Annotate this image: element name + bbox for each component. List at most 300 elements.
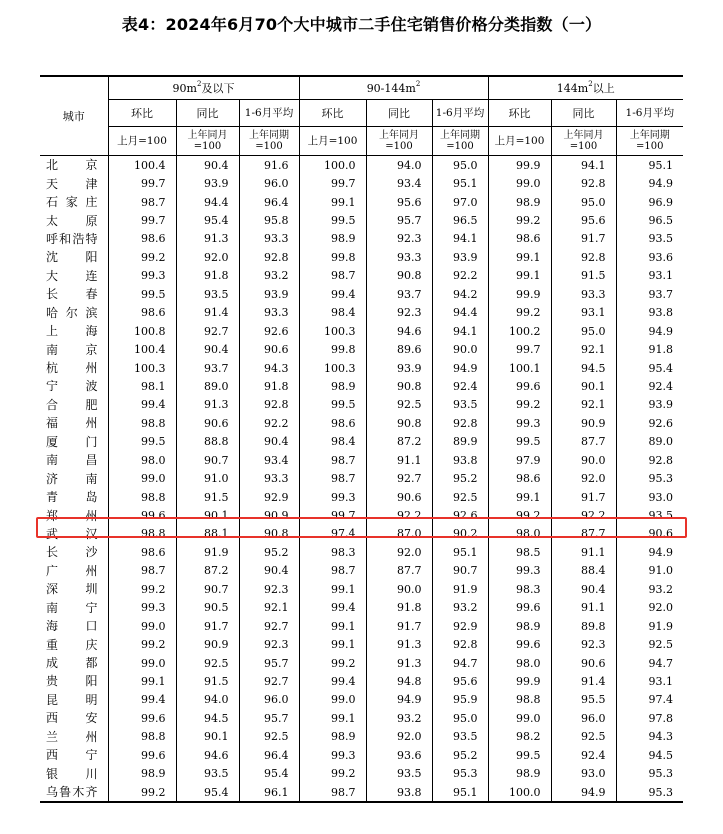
table-row bbox=[40, 488, 683, 506]
value-cell: 92.2 bbox=[366, 506, 432, 524]
value-cell: 95.6 bbox=[366, 193, 432, 211]
value-cell: 95.9 bbox=[432, 691, 488, 709]
value-cell: 94.9 bbox=[616, 322, 683, 340]
table-row bbox=[40, 248, 683, 266]
value-cell: 99.4 bbox=[299, 672, 366, 690]
value-cell: 93.7 bbox=[616, 285, 683, 303]
value-cell: 90.2 bbox=[432, 525, 488, 543]
value-cell: 92.8 bbox=[432, 414, 488, 432]
value-cell: 99.3 bbox=[108, 599, 176, 617]
value-cell: 92.0 bbox=[551, 469, 616, 487]
value-cell: 91.5 bbox=[176, 672, 239, 690]
value-cell: 99.8 bbox=[299, 248, 366, 266]
value-cell: 93.5 bbox=[432, 728, 488, 746]
value-cell: 99.8 bbox=[299, 340, 366, 358]
value-cell: 99.7 bbox=[488, 340, 551, 358]
value-cell: 92.7 bbox=[239, 672, 299, 690]
base-header-ytd-avg: 上年同期=100 bbox=[239, 127, 299, 156]
value-cell: 95.4 bbox=[616, 359, 683, 377]
value-cell: 98.6 bbox=[488, 230, 551, 248]
value-cell: 91.8 bbox=[366, 599, 432, 617]
value-cell: 97.0 bbox=[432, 193, 488, 211]
value-cell: 93.3 bbox=[239, 230, 299, 248]
value-cell: 99.2 bbox=[488, 506, 551, 524]
value-cell: 90.4 bbox=[239, 562, 299, 580]
value-cell: 99.0 bbox=[299, 691, 366, 709]
value-cell: 91.8 bbox=[616, 340, 683, 358]
value-cell: 93.2 bbox=[616, 580, 683, 598]
value-cell: 99.5 bbox=[108, 433, 176, 451]
value-cell: 94.3 bbox=[239, 359, 299, 377]
value-cell: 90.1 bbox=[551, 377, 616, 395]
value-cell: 94.8 bbox=[366, 672, 432, 690]
city-cell: 哈尔滨 bbox=[46, 305, 98, 320]
value-cell: 95.1 bbox=[432, 783, 488, 802]
value-cell: 99.1 bbox=[108, 672, 176, 690]
value-cell: 98.9 bbox=[488, 764, 551, 782]
value-cell: 90.1 bbox=[176, 506, 239, 524]
city-column-header: 城市 bbox=[40, 76, 108, 156]
price-index-table bbox=[40, 75, 683, 803]
table-row bbox=[40, 359, 683, 377]
value-cell: 99.0 bbox=[488, 174, 551, 192]
value-cell: 90.6 bbox=[176, 414, 239, 432]
value-cell: 91.7 bbox=[551, 230, 616, 248]
value-cell: 100.0 bbox=[299, 156, 366, 175]
value-cell: 90.0 bbox=[366, 580, 432, 598]
sub-header-yoy: 同比 bbox=[366, 100, 432, 127]
city-cell: 北京 bbox=[46, 158, 98, 173]
city-cell: 青岛 bbox=[46, 490, 98, 505]
value-cell: 98.7 bbox=[108, 193, 176, 211]
table-row bbox=[40, 230, 683, 248]
value-cell: 90.4 bbox=[239, 433, 299, 451]
value-cell: 94.3 bbox=[616, 728, 683, 746]
value-cell: 98.9 bbox=[488, 193, 551, 211]
value-cell: 99.6 bbox=[488, 635, 551, 653]
value-cell: 87.2 bbox=[366, 433, 432, 451]
value-cell: 91.6 bbox=[239, 156, 299, 175]
value-cell: 94.9 bbox=[616, 174, 683, 192]
table-row bbox=[40, 193, 683, 211]
table-row bbox=[40, 322, 683, 340]
value-cell: 94.4 bbox=[432, 304, 488, 322]
value-cell: 99.6 bbox=[108, 709, 176, 727]
value-cell: 92.2 bbox=[239, 414, 299, 432]
value-cell: 98.9 bbox=[488, 617, 551, 635]
value-cell: 97.8 bbox=[616, 709, 683, 727]
value-cell: 98.2 bbox=[488, 728, 551, 746]
value-cell: 95.3 bbox=[616, 764, 683, 782]
city-cell: 海口 bbox=[46, 619, 98, 634]
value-cell: 92.3 bbox=[239, 635, 299, 653]
value-cell: 98.6 bbox=[108, 543, 176, 561]
value-cell: 88.8 bbox=[176, 433, 239, 451]
value-cell: 96.5 bbox=[432, 211, 488, 229]
value-cell: 95.5 bbox=[551, 691, 616, 709]
value-cell: 92.2 bbox=[432, 267, 488, 285]
value-cell: 91.3 bbox=[176, 396, 239, 414]
value-cell: 91.7 bbox=[366, 617, 432, 635]
value-cell: 90.6 bbox=[239, 340, 299, 358]
table-title: 表4：2024年6月70个大中城市二手住宅销售价格分类指数（一） bbox=[121, 15, 602, 34]
city-cell: 西安 bbox=[46, 711, 98, 726]
value-cell: 93.5 bbox=[616, 506, 683, 524]
table-row bbox=[40, 746, 683, 764]
value-cell: 95.0 bbox=[432, 709, 488, 727]
value-cell: 99.3 bbox=[299, 746, 366, 764]
value-cell: 96.9 bbox=[616, 193, 683, 211]
value-cell: 91.4 bbox=[551, 672, 616, 690]
value-cell: 92.3 bbox=[239, 580, 299, 598]
base-header-yoy: 上年同月=100 bbox=[176, 127, 239, 156]
value-cell: 90.0 bbox=[551, 451, 616, 469]
sub-header-mom: 环比 bbox=[108, 100, 176, 127]
value-cell: 90.7 bbox=[176, 451, 239, 469]
value-cell: 95.2 bbox=[239, 543, 299, 561]
value-cell: 92.1 bbox=[551, 396, 616, 414]
value-cell: 93.5 bbox=[432, 396, 488, 414]
value-cell: 88.4 bbox=[551, 562, 616, 580]
value-cell: 93.9 bbox=[366, 359, 432, 377]
value-cell: 90.7 bbox=[176, 580, 239, 598]
value-cell: 95.0 bbox=[432, 156, 488, 175]
value-cell: 90.8 bbox=[366, 267, 432, 285]
city-cell: 石家庄 bbox=[46, 195, 98, 210]
value-cell: 90.0 bbox=[432, 340, 488, 358]
value-cell: 92.3 bbox=[366, 304, 432, 322]
value-cell: 95.2 bbox=[432, 469, 488, 487]
city-cell: 昆明 bbox=[46, 692, 98, 707]
city-cell: 厦门 bbox=[46, 434, 98, 449]
value-cell: 100.0 bbox=[488, 783, 551, 802]
value-cell: 90.4 bbox=[176, 340, 239, 358]
sub-header-mom: 环比 bbox=[488, 100, 551, 127]
value-cell: 100.2 bbox=[488, 322, 551, 340]
value-cell: 91.3 bbox=[176, 230, 239, 248]
value-cell: 99.1 bbox=[299, 635, 366, 653]
city-cell: 兰州 bbox=[46, 729, 98, 744]
table-row bbox=[40, 469, 683, 487]
value-cell: 93.9 bbox=[176, 174, 239, 192]
value-cell: 98.9 bbox=[299, 377, 366, 395]
value-cell: 99.2 bbox=[488, 304, 551, 322]
value-cell: 100.8 bbox=[108, 322, 176, 340]
value-cell: 94.5 bbox=[616, 746, 683, 764]
value-cell: 95.1 bbox=[432, 543, 488, 561]
value-cell: 92.0 bbox=[366, 728, 432, 746]
value-cell: 90.9 bbox=[551, 414, 616, 432]
value-cell: 93.1 bbox=[616, 267, 683, 285]
value-cell: 87.2 bbox=[176, 562, 239, 580]
value-cell: 98.7 bbox=[299, 267, 366, 285]
city-cell: 福州 bbox=[46, 416, 98, 431]
value-cell: 94.5 bbox=[551, 359, 616, 377]
value-cell: 99.1 bbox=[299, 617, 366, 635]
value-cell: 96.5 bbox=[616, 211, 683, 229]
value-cell: 98.3 bbox=[299, 543, 366, 561]
table-row bbox=[40, 580, 683, 598]
table-row bbox=[40, 654, 683, 672]
value-cell: 91.3 bbox=[366, 635, 432, 653]
value-cell: 91.8 bbox=[176, 267, 239, 285]
table-row bbox=[40, 396, 683, 414]
value-cell: 99.6 bbox=[488, 599, 551, 617]
value-cell: 98.0 bbox=[108, 451, 176, 469]
value-cell: 99.1 bbox=[299, 193, 366, 211]
value-cell: 91.1 bbox=[551, 543, 616, 561]
value-cell: 96.0 bbox=[239, 174, 299, 192]
value-cell: 90.7 bbox=[432, 562, 488, 580]
value-cell: 92.8 bbox=[239, 396, 299, 414]
value-cell: 90.9 bbox=[239, 506, 299, 524]
value-cell: 93.2 bbox=[366, 709, 432, 727]
value-cell: 94.1 bbox=[432, 230, 488, 248]
value-cell: 99.0 bbox=[108, 469, 176, 487]
value-cell: 90.4 bbox=[551, 580, 616, 598]
value-cell: 98.8 bbox=[108, 525, 176, 543]
value-cell: 87.7 bbox=[551, 433, 616, 451]
value-cell: 95.3 bbox=[432, 764, 488, 782]
value-cell: 95.6 bbox=[432, 672, 488, 690]
value-cell: 100.4 bbox=[108, 156, 176, 175]
value-cell: 91.8 bbox=[239, 377, 299, 395]
value-cell: 94.9 bbox=[551, 783, 616, 802]
value-cell: 99.9 bbox=[488, 672, 551, 690]
base-header-yoy: 上年同月=100 bbox=[366, 127, 432, 156]
value-cell: 99.2 bbox=[488, 396, 551, 414]
value-cell: 99.1 bbox=[488, 488, 551, 506]
city-cell: 大连 bbox=[46, 268, 98, 283]
value-cell: 95.4 bbox=[239, 764, 299, 782]
value-cell: 88.1 bbox=[176, 525, 239, 543]
sub-header-ytd-avg: 1-6月平均 bbox=[239, 100, 299, 127]
value-cell: 89.0 bbox=[176, 377, 239, 395]
value-cell: 92.8 bbox=[551, 248, 616, 266]
value-cell: 99.0 bbox=[108, 617, 176, 635]
city-cell: 南昌 bbox=[46, 453, 98, 468]
value-cell: 91.1 bbox=[551, 599, 616, 617]
value-cell: 98.3 bbox=[488, 580, 551, 598]
value-cell: 100.3 bbox=[299, 359, 366, 377]
value-cell: 98.6 bbox=[108, 304, 176, 322]
value-cell: 93.9 bbox=[432, 248, 488, 266]
value-cell: 93.1 bbox=[616, 672, 683, 690]
value-cell: 93.8 bbox=[432, 451, 488, 469]
table-row bbox=[40, 728, 683, 746]
value-cell: 95.2 bbox=[432, 746, 488, 764]
value-cell: 93.4 bbox=[239, 451, 299, 469]
value-cell: 94.4 bbox=[176, 193, 239, 211]
value-cell: 91.5 bbox=[176, 488, 239, 506]
table-row bbox=[40, 617, 683, 635]
value-cell: 90.6 bbox=[551, 654, 616, 672]
value-cell: 92.5 bbox=[616, 635, 683, 653]
table-row bbox=[40, 433, 683, 451]
value-cell: 99.5 bbox=[488, 433, 551, 451]
value-cell: 95.0 bbox=[551, 193, 616, 211]
value-cell: 95.1 bbox=[432, 174, 488, 192]
value-cell: 92.0 bbox=[616, 599, 683, 617]
value-cell: 99.1 bbox=[488, 248, 551, 266]
value-cell: 92.6 bbox=[616, 414, 683, 432]
value-cell: 92.6 bbox=[432, 506, 488, 524]
value-cell: 93.3 bbox=[239, 304, 299, 322]
value-cell: 99.6 bbox=[108, 746, 176, 764]
value-cell: 90.8 bbox=[366, 414, 432, 432]
value-cell: 97.4 bbox=[299, 525, 366, 543]
value-cell: 92.1 bbox=[551, 340, 616, 358]
city-cell: 武汉 bbox=[46, 526, 98, 541]
value-cell: 91.5 bbox=[551, 267, 616, 285]
value-cell: 99.7 bbox=[108, 211, 176, 229]
city-cell: 天津 bbox=[46, 176, 98, 191]
group-header-medium: $90-144m^2$ bbox=[299, 76, 488, 100]
value-cell: 92.7 bbox=[239, 617, 299, 635]
value-cell: 96.1 bbox=[239, 783, 299, 802]
value-cell: 96.4 bbox=[239, 193, 299, 211]
value-cell: 92.9 bbox=[239, 488, 299, 506]
value-cell: 94.6 bbox=[176, 746, 239, 764]
zhengzhou-highlight-box bbox=[36, 517, 687, 538]
value-cell: 94.0 bbox=[366, 156, 432, 175]
city-cell: 广州 bbox=[46, 563, 98, 578]
value-cell: 95.7 bbox=[366, 211, 432, 229]
value-cell: 95.3 bbox=[616, 783, 683, 802]
table-row bbox=[40, 783, 683, 802]
value-cell: 98.0 bbox=[488, 654, 551, 672]
value-cell: 90.4 bbox=[176, 156, 239, 175]
value-cell: 93.1 bbox=[551, 304, 616, 322]
city-cell: 西宁 bbox=[46, 748, 98, 763]
city-cell: 深圳 bbox=[46, 582, 98, 597]
value-cell: 99.4 bbox=[299, 285, 366, 303]
value-cell: 98.6 bbox=[108, 230, 176, 248]
value-cell: 95.7 bbox=[239, 709, 299, 727]
value-cell: 87.0 bbox=[366, 525, 432, 543]
value-cell: 99.3 bbox=[488, 414, 551, 432]
value-cell: 93.4 bbox=[366, 174, 432, 192]
value-cell: 95.3 bbox=[616, 469, 683, 487]
value-cell: 99.7 bbox=[299, 174, 366, 192]
value-cell: 99.3 bbox=[299, 488, 366, 506]
value-cell: 94.9 bbox=[616, 543, 683, 561]
value-cell: 94.9 bbox=[366, 691, 432, 709]
value-cell: 93.5 bbox=[176, 764, 239, 782]
value-cell: 93.3 bbox=[551, 285, 616, 303]
table-row bbox=[40, 635, 683, 653]
value-cell: 92.2 bbox=[551, 506, 616, 524]
value-cell: 93.9 bbox=[239, 285, 299, 303]
base-header-mom: 上月=100 bbox=[108, 127, 176, 156]
value-cell: 93.8 bbox=[366, 783, 432, 802]
value-cell: 99.2 bbox=[108, 783, 176, 802]
city-cell: 南京 bbox=[46, 342, 98, 357]
value-cell: 98.9 bbox=[108, 764, 176, 782]
value-cell: 99.9 bbox=[488, 285, 551, 303]
value-cell: 92.7 bbox=[176, 322, 239, 340]
value-cell: 93.7 bbox=[366, 285, 432, 303]
value-cell: 92.4 bbox=[551, 746, 616, 764]
value-cell: 91.3 bbox=[366, 654, 432, 672]
value-cell: 92.5 bbox=[432, 488, 488, 506]
value-cell: 95.4 bbox=[176, 211, 239, 229]
city-cell: 南宁 bbox=[46, 600, 98, 615]
value-cell: 95.6 bbox=[551, 211, 616, 229]
value-cell: 99.0 bbox=[488, 709, 551, 727]
value-cell: 92.5 bbox=[551, 728, 616, 746]
city-cell: 宁波 bbox=[46, 379, 98, 394]
table-row bbox=[40, 709, 683, 727]
value-cell: 99.6 bbox=[108, 506, 176, 524]
value-cell: 93.8 bbox=[616, 304, 683, 322]
value-cell: 93.5 bbox=[366, 764, 432, 782]
value-cell: 91.0 bbox=[616, 562, 683, 580]
value-cell: 100.4 bbox=[108, 340, 176, 358]
table-row bbox=[40, 211, 683, 229]
base-header-ytd-avg: 上年同期=100 bbox=[616, 127, 683, 156]
value-cell: 92.0 bbox=[176, 248, 239, 266]
value-cell: 99.1 bbox=[299, 580, 366, 598]
value-cell: 98.5 bbox=[488, 543, 551, 561]
value-cell: 99.6 bbox=[488, 377, 551, 395]
value-cell: 98.7 bbox=[299, 562, 366, 580]
table-row bbox=[40, 562, 683, 580]
value-cell: 93.2 bbox=[432, 599, 488, 617]
value-cell: 93.3 bbox=[366, 248, 432, 266]
value-cell: 99.5 bbox=[299, 396, 366, 414]
table-row bbox=[40, 764, 683, 782]
value-cell: 99.5 bbox=[108, 285, 176, 303]
value-cell: 92.7 bbox=[366, 469, 432, 487]
sub-header-ytd-avg: 1-6月平均 bbox=[432, 100, 488, 127]
value-cell: 92.3 bbox=[366, 230, 432, 248]
value-cell: 98.6 bbox=[299, 414, 366, 432]
value-cell: 99.0 bbox=[108, 654, 176, 672]
value-cell: 98.4 bbox=[299, 433, 366, 451]
value-cell: 94.1 bbox=[432, 322, 488, 340]
value-cell: 93.0 bbox=[551, 764, 616, 782]
value-cell: 94.7 bbox=[432, 654, 488, 672]
value-cell: 90.8 bbox=[366, 377, 432, 395]
value-cell: 98.9 bbox=[299, 728, 366, 746]
value-cell: 99.5 bbox=[488, 746, 551, 764]
value-cell: 98.8 bbox=[108, 414, 176, 432]
value-cell: 92.5 bbox=[366, 396, 432, 414]
value-cell: 98.9 bbox=[299, 230, 366, 248]
group-header-large: $144m^2$以上 bbox=[488, 76, 683, 100]
city-cell: 沈阳 bbox=[46, 250, 98, 265]
table-row bbox=[40, 285, 683, 303]
value-cell: 99.3 bbox=[488, 562, 551, 580]
value-cell: 92.8 bbox=[551, 174, 616, 192]
value-cell: 99.4 bbox=[108, 691, 176, 709]
value-cell: 91.9 bbox=[616, 617, 683, 635]
value-cell: 92.4 bbox=[432, 377, 488, 395]
value-cell: 97.4 bbox=[616, 691, 683, 709]
value-cell: 94.0 bbox=[176, 691, 239, 709]
value-cell: 98.6 bbox=[488, 469, 551, 487]
value-cell: 92.1 bbox=[239, 599, 299, 617]
value-cell: 99.2 bbox=[299, 654, 366, 672]
value-cell: 92.8 bbox=[616, 451, 683, 469]
value-cell: 99.4 bbox=[108, 396, 176, 414]
value-cell: 95.0 bbox=[551, 322, 616, 340]
table-row bbox=[40, 267, 683, 285]
sub-header-mom: 环比 bbox=[299, 100, 366, 127]
sub-header-ytd-avg: 1-6月平均 bbox=[616, 100, 683, 127]
city-cell: 长春 bbox=[46, 287, 98, 302]
